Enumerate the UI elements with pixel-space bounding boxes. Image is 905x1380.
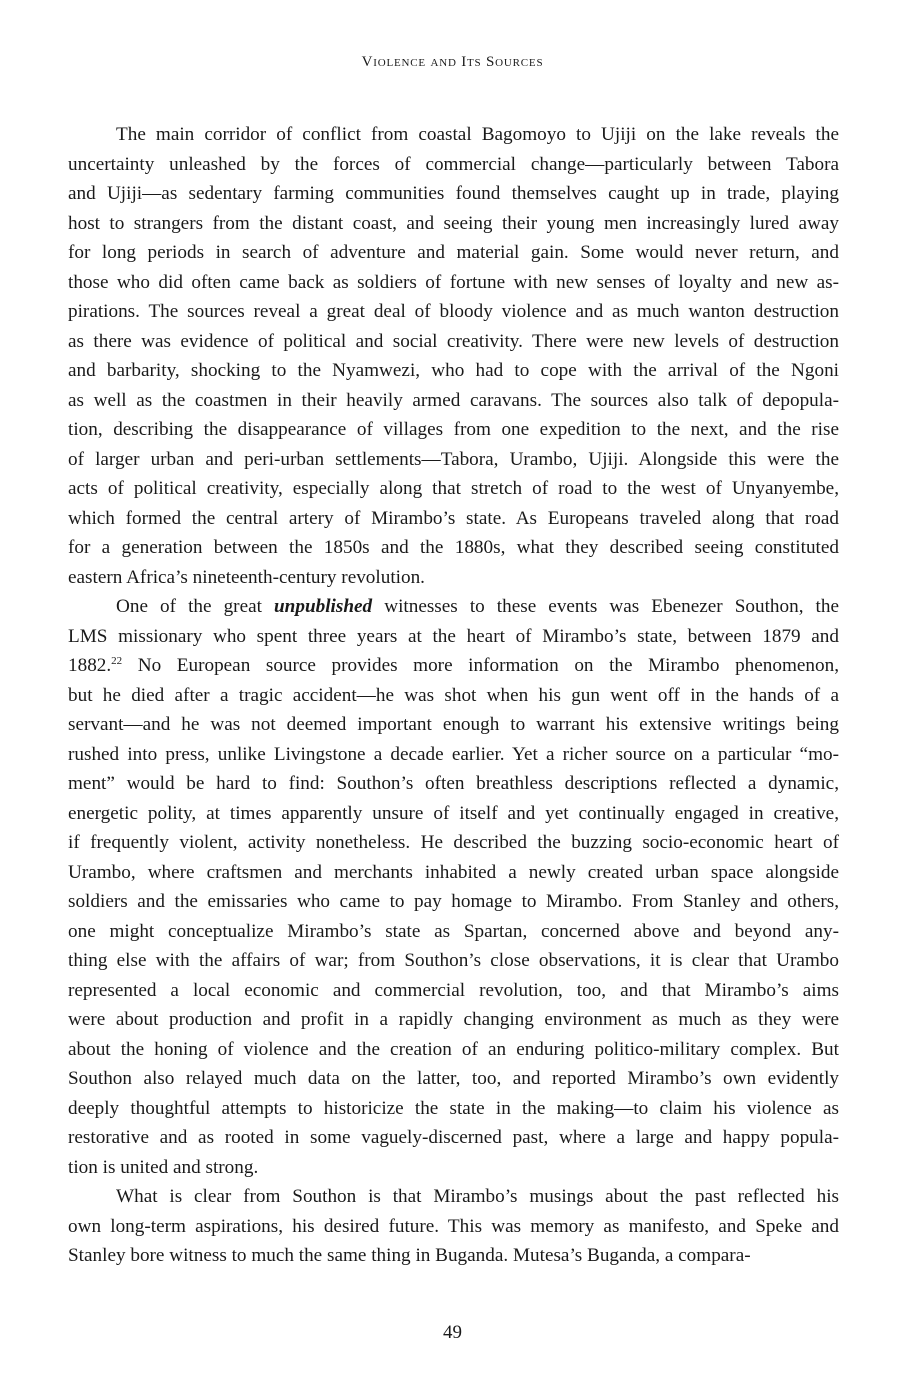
text-line: as there was evidence of political and social creativity. There were new levels of destruction: [68, 330, 839, 352]
text-line: which formed the central artery of Mirambo’s state. As Europeans traveled along that road: [68, 507, 839, 529]
paragraph: [68, 592, 839, 1182]
text-line: but he died after a tragic accident—he was shot when his gun went off in the hands of a: [68, 684, 839, 706]
text-line: The main corridor of conflict from coastal Bagomoyo to Ujiji on the lake reveals the: [116, 124, 839, 145]
text: One of the great: [116, 596, 275, 617]
text-line: and barbarity, shocking to the Nyamwezi, who had to cope with the arrival of the Ngoni: [68, 360, 839, 381]
running-header: Violence and Its Sources: [361, 54, 544, 70]
text: witnesses to these events was Ebenezer Southon, the: [372, 596, 839, 617]
text: 1882.: [68, 655, 112, 676]
text-line: ment” would be hard to find: Southon’s often breathless descriptions reflected a dynamic,: [68, 773, 839, 794]
text-line: [68, 592, 839, 622]
text-line: thing else with the affairs of war; from Southon’s close observations, it is clear that Urambo: [68, 950, 839, 971]
text-line: deeply thoughtful attempts to historicize the state in the making—to claim his violence as: [68, 1097, 839, 1119]
text-line: those who did often came back as soldiers of fortune with new senses of loyalty and new as-: [68, 271, 839, 293]
text-line: acts of political creativity, especially along that stretch of road to the west of Unyanyembe,: [68, 478, 839, 499]
text-line: host to strangers from the distant coast, and seeing their young men increasingly lured away: [68, 212, 839, 234]
text-line: uncertainty unleashed by the forces of commercial change—particularly between Tabora: [68, 153, 839, 175]
text-line: servant—and he was not deemed important enough to warrant his extensive writings being: [68, 714, 839, 735]
footnote-ref[interactable]: 22: [111, 655, 123, 667]
text-line: energetic polity, at times apparently unsure of itself and yet continually engaged in creative,: [68, 802, 839, 824]
text-line: and Ujiji—as sedentary farming communities found themselves caught up in trade, playing: [68, 183, 839, 204]
text-line: as well as the coastmen in their heavily armed caravans. The sources also talk of depopula-: [68, 389, 839, 411]
page-number: 49: [443, 1322, 462, 1343]
emphasis: unpublished: [274, 596, 373, 617]
text-line: for a generation between the 1850s and the 1880s, what they described seeing constituted: [68, 537, 839, 558]
text-line: represented a local economic and commercial revolution, too, and that Mirambo’s aims: [68, 979, 839, 1001]
text-line: What is clear from Southon is that Mirambo’s musings about the past reflected his: [116, 1186, 839, 1207]
text-line: eastern Africa’s nineteenth-century revolution.: [68, 566, 425, 588]
text-line: restorative and as rooted in some vaguely-discerned past, where a large and happy popula-: [68, 1127, 839, 1148]
text-line: for long periods in search of adventure and material gain. Some would never return, and: [68, 242, 839, 263]
text-line: were about production and profit in a rapidly changing environment as much as they were: [68, 1009, 839, 1030]
text-line: soldiers and the emissaries who came to pay homage to Mirambo. From Stanley and others,: [68, 891, 839, 912]
text-line: about the honing of violence and the creation of an enduring politico-military complex. But: [68, 1038, 839, 1060]
text-line: LMS missionary who spent three years at the heart of Mirambo’s state, between 1879 and: [68, 625, 839, 647]
text-line: Southon also relayed much data on the latter, too, and reported Mirambo’s own evidently: [68, 1068, 839, 1089]
text-line: [68, 651, 839, 681]
text-line: if frequently violent, activity nonetheless. He described the buzzing socio-economic heart of: [68, 832, 839, 853]
text-line: Stanley bore witness to much the same thing in Buganda. Mutesa’s Buganda, a compara-: [68, 1245, 751, 1266]
body-text: [68, 120, 839, 1271]
text-line: tion is united and strong.: [68, 1156, 259, 1178]
text-line: tion, describing the disappearance of villages from one expedition to the next, and the rise: [68, 419, 839, 440]
text-line: pirations. The sources reveal a great deal of bloody violence and as much wanton destruction: [68, 301, 839, 322]
text-line: own long-term aspirations, his desired future. This was memory as manifesto, and Speke and: [68, 1215, 839, 1237]
text-line: rushed into press, unlike Livingstone a decade earlier. Yet a richer source on a particular “mo-: [68, 743, 839, 765]
text-line: one might conceptualize Mirambo’s state as Spartan, concerned above and beyond any-: [68, 920, 839, 942]
paragraph: [68, 120, 839, 592]
paragraph: [68, 1182, 839, 1271]
text: No European source provides more information on the Mirambo phenomenon,: [122, 655, 839, 676]
text-line: Urambo, where craftsmen and merchants inhabited a newly created urban space alongside: [68, 861, 839, 883]
text-line: of larger urban and peri-urban settlements—Tabora, Urambo, Ujiji. Alongside this were the: [68, 448, 839, 470]
